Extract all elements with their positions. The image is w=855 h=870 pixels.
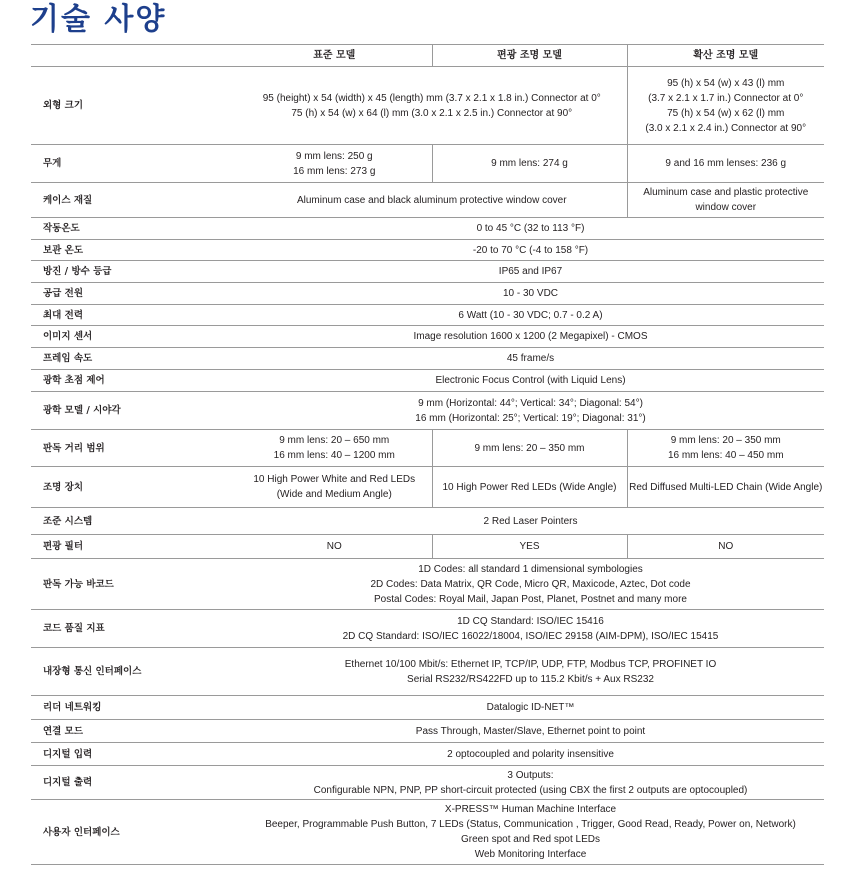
- row-label: 무게: [31, 145, 237, 183]
- cell-value: [237, 648, 824, 696]
- row-frame-rate: [31, 348, 824, 370]
- cell-filter-standard: NO: [237, 535, 432, 559]
- row-image-sensor: [31, 326, 824, 348]
- cell-lighting-polarized: 10 High Power Red LEDs (Wide Angle): [432, 467, 627, 508]
- cell-value: 2 Red Laser Pointers: [237, 508, 824, 535]
- row-dimensions: [31, 67, 824, 145]
- cell-line: Configurable NPN, PNP, PP short-circuit protected (using CBX the first 2 outputs are optocoupled): [313, 784, 748, 796]
- cell-line: 2D Codes: Data Matrix, QR Code, Micro QR, Maxicode, Aztec, Dot code: [370, 578, 691, 590]
- row-power-supply: [31, 283, 824, 305]
- row-reading-range: [31, 430, 824, 467]
- cell-range-polarized: 9 mm lens: 20 – 350 mm: [432, 430, 627, 467]
- header-blank: [31, 45, 237, 67]
- row-digital-out: [31, 766, 824, 800]
- cell-line: Green spot and Red spot LEDs: [461, 834, 600, 845]
- cell-value: Image resolution 1600 x 1200 (2 Megapixel) - CMOS: [237, 326, 824, 348]
- row-label: 최대 전력: [31, 305, 237, 326]
- table-header-row: [31, 45, 824, 67]
- cell-line: 16 mm (Horizontal: 25°; Vertical: 19°; Diagonal: 31°): [415, 412, 646, 424]
- row-label: 조준 시스템: [31, 508, 237, 535]
- cell-dimensions-diffused: [627, 67, 824, 145]
- row-label: 보관 온도: [31, 240, 237, 261]
- cell-weight-diffused: 9 and 16 mm lenses: 236 g: [627, 145, 824, 183]
- col-header-polarized: 편광 조명 모델: [432, 45, 627, 67]
- cell-line: 16 mm lens: 273 g: [293, 165, 376, 177]
- cell-line: 95 (height) x 54 (width) x 45 (length) mm (3.7 x 2.1 x 1.8 in.) Connector at 0°: [262, 92, 601, 104]
- col-header-standard: 표준 모델: [237, 45, 432, 67]
- cell-value: IP65 and IP67: [237, 261, 824, 283]
- cell-value: [237, 766, 824, 800]
- page-title: 기술 사양: [30, 2, 167, 37]
- cell-value: 45 frame/s: [237, 348, 824, 370]
- cell-value: [237, 392, 824, 430]
- cell-line: (Wide and Medium Angle): [276, 489, 392, 500]
- cell-value: Datalogic ID-NET™: [237, 696, 824, 720]
- cell-filter-polarized: YES: [432, 535, 627, 559]
- row-label: 판독 가능 바코드: [31, 559, 237, 610]
- row-label: 광학 모델 / 시야각: [31, 392, 237, 430]
- row-polarizing-filter: [31, 535, 824, 559]
- row-label: 프레임 속도: [31, 348, 237, 370]
- row-comm: [31, 648, 824, 696]
- cell-line: 16 mm lens: 40 – 450 mm: [667, 450, 784, 461]
- row-label: 내장형 통신 인터페이스: [31, 648, 237, 696]
- cell-line: 75 (h) x 54 (w) x 62 (l) mm: [667, 107, 785, 119]
- cell-weight-standard: [237, 145, 432, 183]
- cell-line: Aluminum case and plastic protective: [643, 187, 809, 198]
- cell-value: -20 to 70 °C (-4 to 158 °F): [237, 240, 824, 261]
- cell-line: Beeper, Programmable Push Button, 7 LEDs (Status, Communication , Trigger, Good Read, Ready, Power on, Network): [265, 819, 796, 830]
- row-storage-temp: [31, 240, 824, 261]
- cell-value: 10 - 30 VDC: [237, 283, 824, 305]
- cell-lighting-standard: [237, 467, 432, 508]
- cell-line: 9 mm lens: 20 – 350 mm: [670, 435, 781, 446]
- cell-value: [237, 800, 824, 865]
- spec-table: [31, 44, 824, 865]
- cell-line: (3.0 x 2.1 x 2.4 in.) Connector at 90°: [645, 122, 807, 134]
- row-optics: [31, 392, 824, 430]
- cell-line: 3 Outputs:: [507, 769, 554, 781]
- row-label: 작동온도: [31, 218, 237, 240]
- row-focus: [31, 370, 824, 392]
- row-ui: [31, 800, 824, 865]
- row-label: 디지털 입력: [31, 743, 237, 766]
- cell-line: 2D CQ Standard: ISO/IEC 16022/18004, ISO/IEC 29158 (AIM-DPM), ISO/IEC 15415: [342, 630, 719, 642]
- cell-line: Serial RS232/RS422FD up to 115.2 Kbit/s + Aux RS232: [407, 673, 654, 685]
- row-label: 사용자 인터페이스: [31, 800, 237, 865]
- row-aiming: [31, 508, 824, 535]
- cell-weight-polarized: 9 mm lens: 274 g: [432, 145, 627, 183]
- cell-case-std-pol: Aluminum case and black aluminum protective window cover: [237, 183, 627, 218]
- row-barcodes: [31, 559, 824, 610]
- cell-line: Postal Codes: Royal Mail, Japan Post, Planet, Postnet and many more: [374, 593, 687, 605]
- cell-value: Electronic Focus Control (with Liquid Lens): [237, 370, 824, 392]
- cell-case-diffused: [627, 183, 824, 218]
- cell-line: 95 (h) x 54 (w) x 43 (l) mm: [667, 77, 785, 89]
- cell-line: (3.7 x 2.1 x 1.7 in.) Connector at 0°: [648, 92, 804, 104]
- row-operating-temp: [31, 218, 824, 240]
- row-digital-in: [31, 743, 824, 766]
- row-label: 디지털 출력: [31, 766, 237, 800]
- cell-line: Ethernet 10/100 Mbit/s: Ethernet IP, TCP/IP, UDP, FTP, Modbus TCP, PROFINET IO: [344, 658, 717, 670]
- row-max-power: [31, 305, 824, 326]
- cell-range-standard: [237, 430, 432, 467]
- col-header-diffused: 확산 조명 모델: [627, 45, 824, 67]
- row-label: 코드 품질 지표: [31, 610, 237, 648]
- cell-range-diffused: [627, 430, 824, 467]
- cell-line: 9 mm lens: 250 g: [295, 150, 373, 162]
- row-label: 방진 / 방수 등급: [31, 261, 237, 283]
- cell-lighting-diffused: Red Diffused Multi-LED Chain (Wide Angle): [627, 467, 824, 508]
- cell-value: [237, 610, 824, 648]
- row-label: 공급 전원: [31, 283, 237, 305]
- row-case: [31, 183, 824, 218]
- cell-line: 10 High Power White and Red LEDs: [253, 474, 416, 485]
- row-lighting: [31, 467, 824, 508]
- row-label: 리더 네트워킹: [31, 696, 237, 720]
- row-label: 외형 크기: [31, 67, 237, 145]
- cell-dimensions-std-pol: [237, 67, 627, 145]
- cell-line: X-PRESS™ Human Machine Interface: [444, 804, 617, 815]
- row-label: 편광 필터: [31, 535, 237, 559]
- row-label: 광학 초점 제어: [31, 370, 237, 392]
- cell-value: [237, 559, 824, 610]
- cell-line: 9 mm (Horizontal: 44°; Vertical: 34°; Diagonal: 54°): [418, 397, 643, 409]
- row-protection: [31, 261, 824, 283]
- row-label: 연결 모드: [31, 720, 237, 743]
- cell-value: 2 optocoupled and polarity insensitive: [237, 743, 824, 766]
- cell-line: 75 (h) x 54 (w) x 64 (l) mm (3.0 x 2.1 x 2.5 in.) Connector at 90°: [291, 107, 573, 119]
- row-label: 조명 장치: [31, 467, 237, 508]
- row-label: 판독 거리 범위: [31, 430, 237, 467]
- cell-line: Web Monitoring Interface: [474, 849, 587, 860]
- row-conn-modes: [31, 720, 824, 743]
- cell-line: 16 mm lens: 40 – 1200 mm: [273, 450, 395, 461]
- row-networking: [31, 696, 824, 720]
- row-code-quality: [31, 610, 824, 648]
- cell-value: Pass Through, Master/Slave, Ethernet point to point: [237, 720, 824, 743]
- row-weight: [31, 145, 824, 183]
- row-label: 이미지 센서: [31, 326, 237, 348]
- cell-value: 6 Watt (10 - 30 VDC; 0.7 - 0.2 A): [237, 305, 824, 326]
- row-label: 케이스 재질: [31, 183, 237, 218]
- cell-line: 1D CQ Standard: ISO/IEC 15416: [457, 615, 604, 627]
- cell-line: window cover: [695, 202, 757, 213]
- cell-filter-diffused: NO: [627, 535, 824, 559]
- cell-value: 0 to 45 °C (32 to 113 °F): [237, 218, 824, 240]
- cell-line: 1D Codes: all standard 1 dimensional symbologies: [418, 563, 643, 575]
- cell-line: 9 mm lens: 20 – 650 mm: [279, 435, 390, 446]
